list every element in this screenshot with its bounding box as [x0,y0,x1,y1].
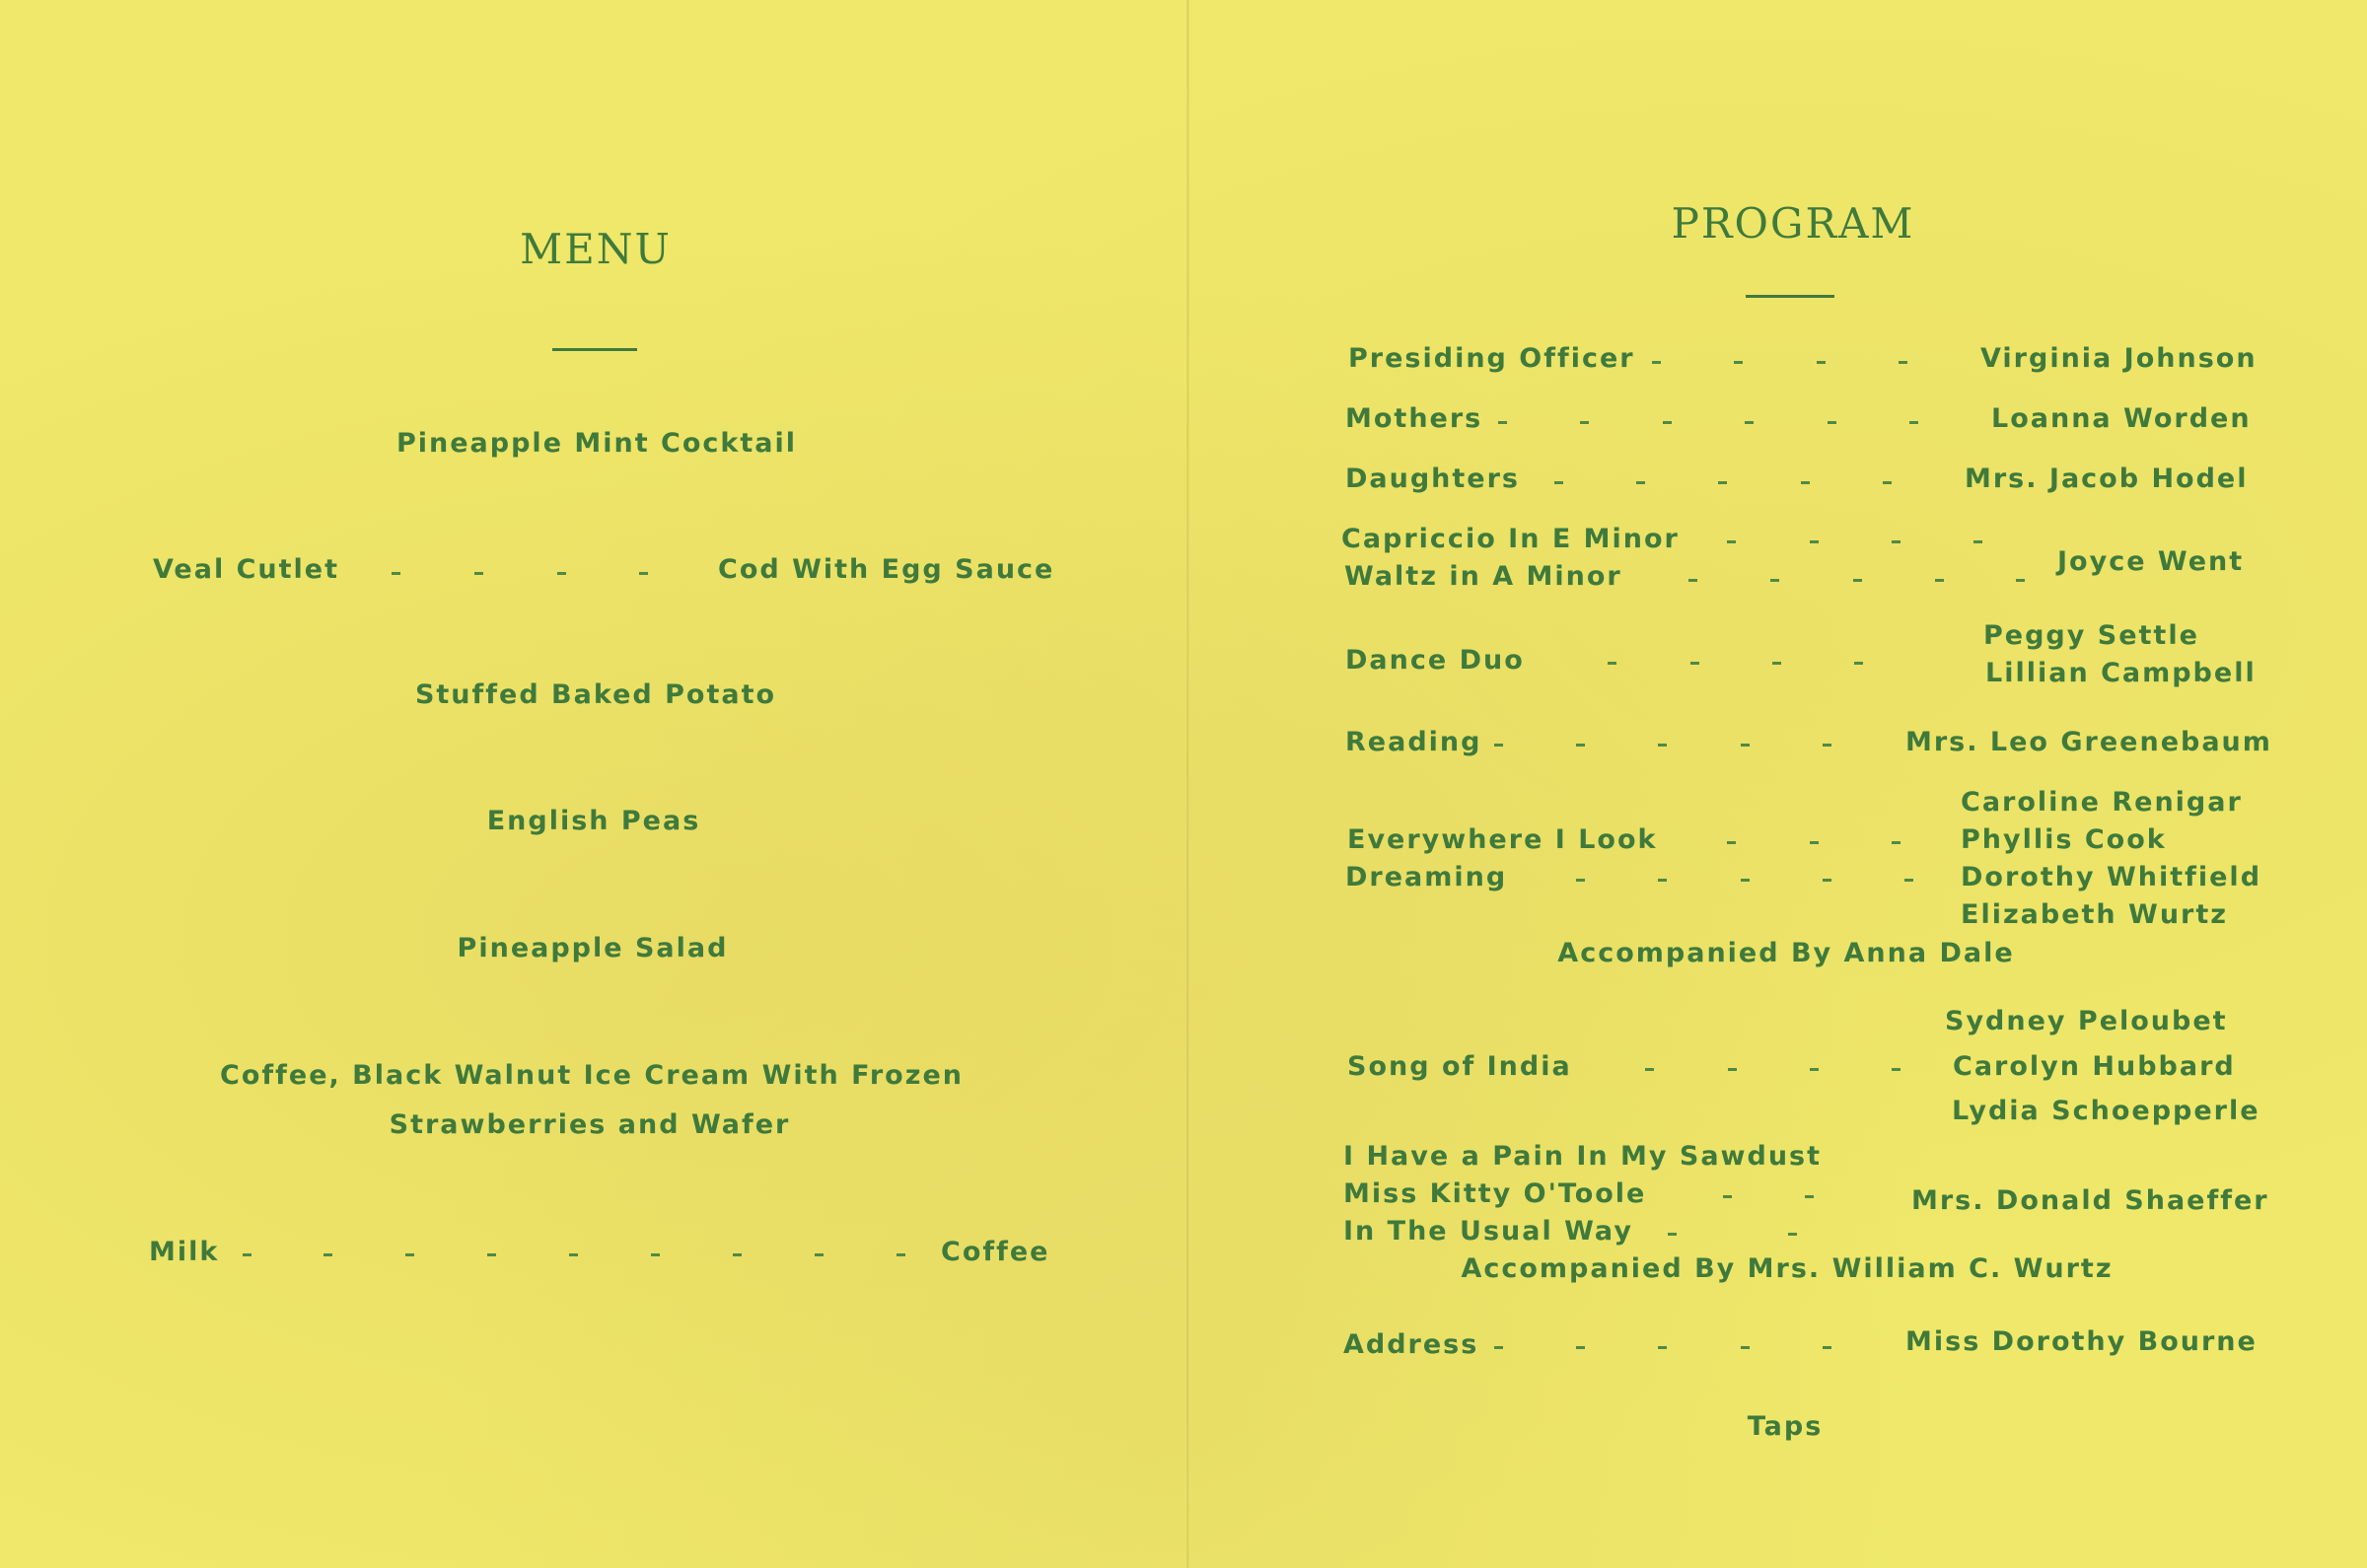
leader-dash [1801,481,1810,484]
leader-dash [1645,1068,1654,1071]
program-performer-songs1-2: Phyllis Cook [1961,824,2167,855]
leader-dash [1892,841,1901,844]
program-item-waltz: Waltz in A Minor [1344,561,1622,592]
menu-item-milk: Milk [149,1237,220,1267]
leader-dash [1576,744,1585,747]
leader-dash [1810,540,1819,543]
leader-dash [1690,662,1699,665]
center-fold [1186,0,1190,1568]
leader-dash [1658,1346,1667,1349]
leader-dash [405,1253,414,1256]
leader-dash [1788,1233,1797,1236]
program-item-capriccio: Capriccio In E Minor [1341,524,1680,554]
leader-dash [1727,841,1736,844]
program-item-sawdust: I Have a Pain In My Sawdust [1343,1141,1823,1172]
leader-dash [1892,1068,1901,1071]
program-item-mothers: Mothers [1345,403,1483,434]
leader-dash [1973,540,1982,543]
program-title: PROGRAM [1671,199,1915,248]
leader-dash [639,572,648,575]
leader-dash [1745,421,1754,424]
leader-dash [1935,579,1944,582]
program-item-usual-way: In The Usual Way [1343,1216,1633,1247]
leader-dash [1652,361,1661,364]
program-item-kitty: Miss Kitty O'Toole [1343,1178,1647,1209]
leader-dash [651,1253,660,1256]
leader-dash [1668,1233,1677,1236]
leader-dash [1828,421,1836,424]
menu-item-dessert-line-2: Strawberries and Wafer [389,1109,791,1140]
leader-dash [1576,1346,1585,1349]
menu-item-dessert-line-1: Coffee, Black Walnut Ice Cream With Frozen [220,1060,964,1091]
program-performer-songs3: Mrs. Donald Shaeffer [1911,1185,2269,1216]
leader-dash [1823,879,1831,882]
leader-dash [569,1253,578,1256]
leader-dash [1899,361,1907,364]
leader-dash [1904,879,1913,882]
program-performer-address: Miss Dorothy Bourne [1905,1326,2258,1357]
program-item-dreaming: Dreaming [1345,862,1508,892]
leader-dash [1580,421,1589,424]
leader-dash [1853,579,1862,582]
leader-dash [1554,481,1563,484]
leader-dash [1658,744,1667,747]
leader-dash [323,1253,332,1256]
program-title-rule [1746,295,1834,298]
leader-dash [1823,744,1831,747]
program-item-daughters: Daughters [1345,463,1521,494]
program-performer-dance-1: Peggy Settle [1983,620,2199,651]
menu-item-peas: English Peas [486,806,701,836]
menu-item-potato: Stuffed Baked Potato [414,679,777,710]
menu-item-coffee: Coffee [941,1237,1050,1267]
menu-item-cod: Cod With Egg Sauce [718,554,1055,585]
program-accompanist-songs3: Accompanied By Mrs. William C. Wurtz [1461,1253,2114,1284]
leader-dash [1741,744,1750,747]
leader-dash [815,1253,824,1256]
leader-dash [1723,1195,1732,1198]
menu-title: MENU [520,225,672,273]
program-performer-dance-2: Lillian Campbell [1985,658,2257,688]
program-performer-songs2-1: Sydney Peloubet [1945,1006,2228,1036]
leader-dash [1688,579,1697,582]
menu-item-salad: Pineapple Salad [457,933,729,963]
program-performer-songs2-2: Carolyn Hubbard [1953,1051,2236,1082]
program-performer-songs1-4: Elizabeth Wurtz [1961,899,2228,930]
leader-dash [1909,421,1918,424]
leader-dash [487,1253,496,1256]
leader-dash [1498,421,1507,424]
leader-dash [1823,1346,1831,1349]
program-performer-songs1-3: Dorothy Whitfield [1961,862,2262,892]
menu-item-cocktail: Pineapple Mint Cocktail [395,428,798,459]
leader-dash [1770,579,1779,582]
program-performer-reading: Mrs. Leo Greenebaum [1905,727,2272,757]
leader-dash [392,572,400,575]
leader-dash [2016,579,2025,582]
program-item-song-of-india: Song of India [1347,1051,1572,1082]
leader-dash [1810,841,1819,844]
leader-dash [474,572,483,575]
program-item-presiding: Presiding Officer [1348,343,1635,374]
leader-dash [557,572,566,575]
leader-dash [1728,1068,1737,1071]
leader-dash [1854,662,1863,665]
leader-dash [1658,879,1667,882]
leader-dash [243,1253,251,1256]
program-performer-songs1-1: Caroline Renigar [1961,787,2243,818]
leader-dash [1576,879,1585,882]
leader-dash [1741,879,1750,882]
program-item-everywhere: Everywhere I Look [1347,824,1658,855]
leader-dash [1817,361,1826,364]
leader-dash [1636,481,1645,484]
leader-dash [1741,1346,1750,1349]
program-accompanist-songs1: Accompanied By Anna Dale [1557,938,2015,968]
program-closing: Taps [1747,1411,1824,1442]
leader-dash [1883,481,1892,484]
menu-item-veal: Veal Cutlet [153,554,340,585]
program-performer-mothers: Loanna Worden [1991,403,2252,434]
leader-dash [1892,540,1901,543]
leader-dash [1663,421,1672,424]
leader-dash [1734,361,1743,364]
program-performer-songs2-3: Lydia Schoepperle [1952,1096,2260,1126]
leader-dash [1727,540,1736,543]
leader-dash [1494,744,1503,747]
program-performer-presiding: Virginia Johnson [1980,343,2258,374]
program-item-dance: Dance Duo [1345,645,1525,676]
leader-dash [1608,662,1616,665]
leader-dash [1772,662,1781,665]
leader-dash [733,1253,742,1256]
menu-title-rule [552,348,637,351]
program-item-address: Address [1343,1329,1479,1360]
leader-dash [1718,481,1727,484]
leader-dash [1805,1195,1814,1198]
program-performer-piano: Joyce Went [2057,546,2245,577]
leader-dash [1494,1346,1503,1349]
leader-dash [897,1253,905,1256]
program-performer-daughters: Mrs. Jacob Hodel [1965,463,2249,494]
leader-dash [1810,1068,1819,1071]
program-item-reading: Reading [1345,727,1482,757]
